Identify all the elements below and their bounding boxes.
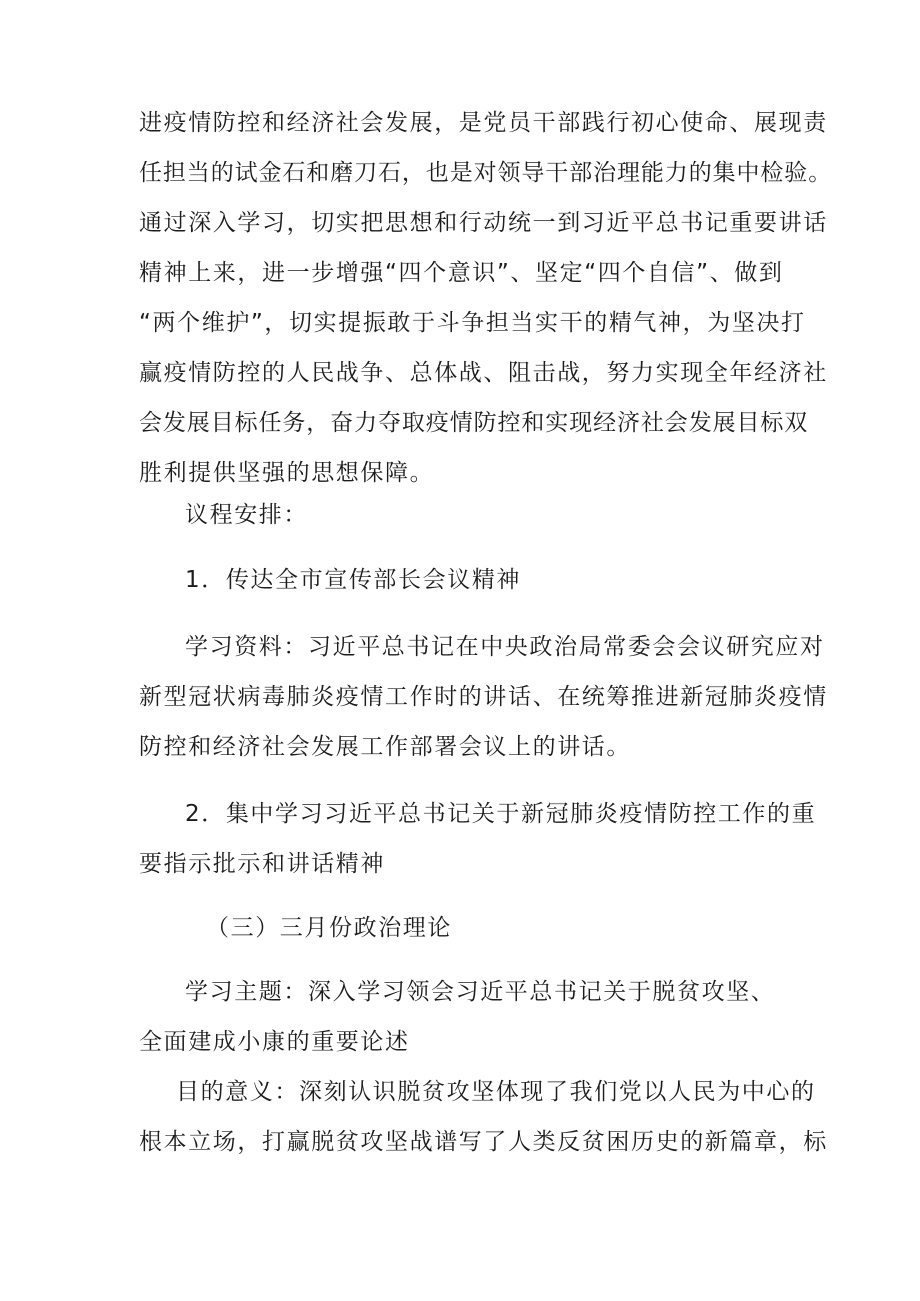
purpose-line: 目的意义：深刻认识脱贫攻坚体现了我们党以人民为中心的 [176, 1079, 816, 1105]
paragraph-line: 任担当的试金石和磨刀石，也是对领导干部治理能力的集中检验。 [139, 160, 833, 186]
paragraph-line: 赢疫情防控的人民战争、总体战、阻击战，努力实现全年经济社 [139, 360, 828, 386]
paragraph-line: “两个维护”，切实提振敢于斗争担当实干的精气神，为坚决打 [139, 310, 806, 336]
purpose-line: 根本立场，打赢脱贫攻坚战谱写了人类反贫困历史的新篇章，标 [139, 1129, 828, 1155]
paragraph-line: 进疫情防控和经济社会发展，是党员干部践行初心使命、展现责 [139, 110, 828, 136]
study-materials-line: 新型冠状病毒肺炎疫情工作时的讲话、在统筹推进新冠肺炎疫情 [139, 684, 828, 710]
paragraph-line: 精神上来，进一步增强“四个意识”、坚定“四个自信”、做到 [139, 260, 784, 286]
study-materials-line: 防控和经济社会发展工作部署会议上的讲话。 [139, 734, 631, 760]
agenda-heading: 议程安排： [185, 502, 308, 528]
study-theme-line: 学习主题：深入学习领会习近平总书记关于脱贫攻坚、 [185, 979, 776, 1005]
paragraph-line: 通过深入学习，切实把思想和行动统一到习近平总书记重要讲话 [139, 210, 828, 236]
paragraph-line: 会发展目标任务，奋力夺取疫情防控和实现经济社会发展目标双 [139, 410, 809, 436]
study-materials-line: 学习资料：习近平总书记在中央政治局常委会会议研究应对 [185, 634, 825, 660]
agenda-item-2-continued: 要指示批示和讲话精神 [139, 851, 385, 877]
section-heading: （三）三月份政治理论 [206, 915, 452, 941]
agenda-item-1: 1．传达全市宣传部长会议精神 [185, 567, 522, 593]
paragraph-line: 胜利提供坚强的思想保障。 [139, 460, 435, 486]
agenda-item-2: 2．集中学习习近平总书记关于新冠肺炎疫情防控工作的重 [185, 801, 817, 827]
study-theme-line: 全面建成小康的重要论述 [139, 1029, 410, 1055]
